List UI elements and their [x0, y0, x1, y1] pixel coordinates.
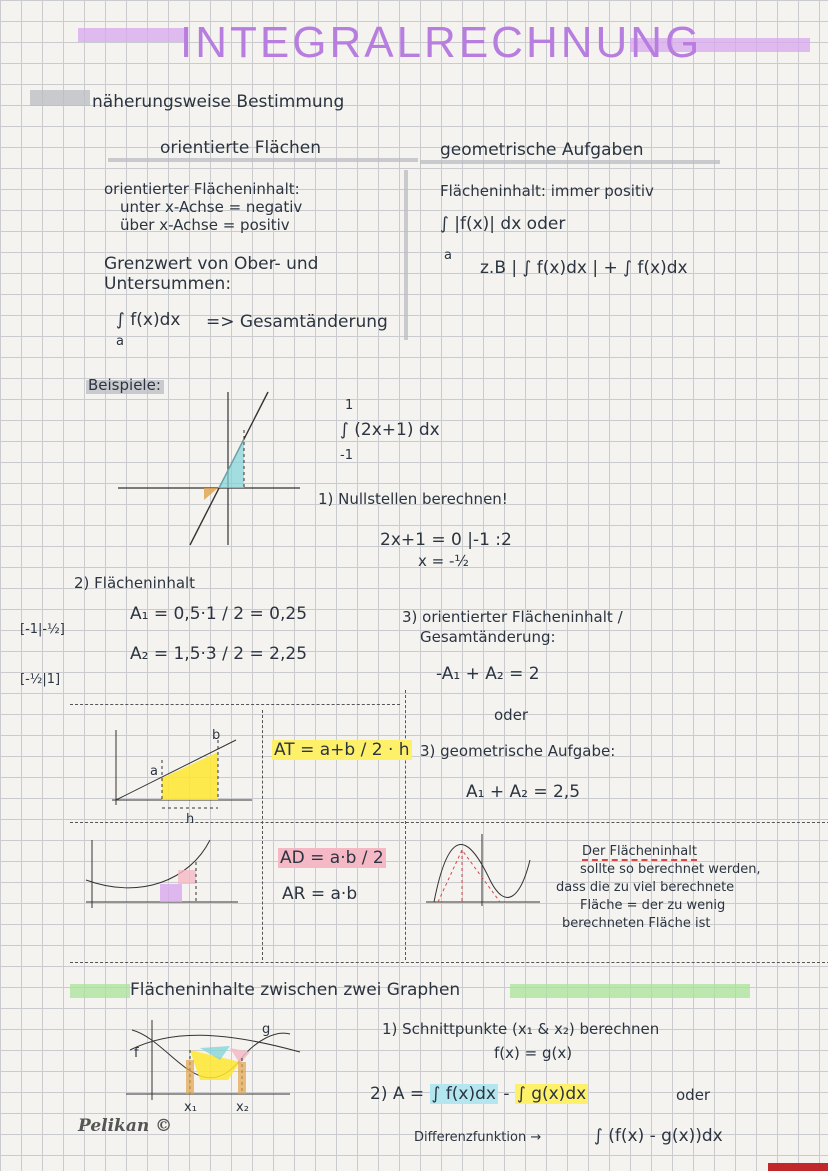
section-approx: näherungsweise Bestimmung — [92, 92, 345, 112]
between-step1: 1) Schnittpunkte (x₁ & x₂) berechnen — [382, 1020, 660, 1038]
interval1: [-1|-½] — [20, 622, 65, 637]
step3: 3) orientierter Flächeninhalt / — [402, 608, 623, 626]
oder1: oder — [494, 706, 529, 724]
between-x2: x₂ — [236, 1100, 249, 1115]
interval2: [-½|1] — [20, 672, 61, 687]
right-line1: Flächeninhalt: immer positiv — [440, 182, 654, 200]
left-line4: Grenzwert von Ober- und — [104, 254, 319, 274]
left-integral-lower: a — [116, 334, 124, 349]
note-line4: Fläche = der zu wenig — [580, 898, 726, 913]
note-line2: sollte so berechnet werden, — [580, 862, 761, 877]
left-integral-result: => Gesamtänderung — [206, 312, 388, 332]
eq3: -A₁ + A₂ = 2 — [436, 664, 540, 684]
right-example: z.B | ∫ f(x)dx | + ∫ f(x)dx — [480, 258, 688, 278]
page-corner — [768, 1163, 828, 1171]
between-step2-label: 2) A = — [370, 1084, 430, 1104]
right-integral-lower: a — [444, 248, 452, 263]
example-integral: ∫ (2x+1) dx — [340, 420, 440, 440]
trapez-b: b — [212, 728, 221, 743]
A1: A₁ = 0,5·1 / 2 = 0,25 — [130, 604, 308, 624]
example-upper: 1 — [345, 398, 354, 413]
between-diff: Differenzfunktion → — [414, 1130, 542, 1145]
between-minus: - — [503, 1084, 515, 1104]
step3b: Gesamtänderung: — [420, 628, 556, 646]
eq2: x = -½ — [418, 552, 469, 570]
left-line2: unter x-Achse = negativ — [120, 198, 303, 216]
between-g-integral: ∫ g(x)dx — [516, 1084, 587, 1104]
step1: 1) Nullstellen berechnen! — [318, 490, 508, 508]
between-step1b: f(x) = g(x) — [494, 1044, 573, 1062]
left-integral: ∫ f(x)dx — [116, 310, 181, 330]
left-heading: orientierte Flächen — [160, 138, 321, 158]
between-x1: x₁ — [184, 1100, 197, 1115]
between-heading: Flächeninhalte zwischen zwei Graphen — [130, 980, 461, 1000]
page-title: INTEGRALRECHNUNG — [180, 18, 703, 67]
right-integral: ∫ |f(x)| dx oder — [440, 214, 566, 234]
note-line1: Der Flächeninhalt — [582, 844, 697, 859]
examples-label: Beispiele: — [88, 376, 161, 394]
right-heading: geometrische Aufgaben — [440, 140, 644, 160]
between-f: f — [134, 1046, 139, 1061]
rect-formula1: AD = a·b / 2 — [280, 848, 384, 868]
brand-logo: Pelikan © — [78, 1116, 173, 1136]
left-line1: orientierter Flächeninhalt: — [104, 180, 300, 198]
eq4: A₁ + A₂ = 2,5 — [466, 782, 581, 802]
step3c: 3) geometrische Aufgabe: — [420, 742, 616, 760]
rect-formula2: AR = a·b — [282, 884, 358, 904]
step2: 2) Flächeninhalt — [74, 574, 196, 592]
trapez-a: a — [150, 764, 158, 779]
between-step2 — [370, 1084, 588, 1104]
left-line5: Untersummen: — [104, 274, 232, 294]
between-f-integral: ∫ f(x)dx — [431, 1084, 496, 1104]
between-oder: oder — [676, 1086, 711, 1104]
trapez-formula: AT = a+b / 2 · h — [274, 740, 410, 760]
note-line5: berechneten Fläche ist — [562, 916, 711, 931]
between-diff-integral: ∫ (f(x) - g(x))dx — [594, 1126, 723, 1146]
left-line3: über x-Achse = positiv — [120, 216, 290, 234]
note-line3: dass die zu viel berechnete — [556, 880, 735, 895]
eq1: 2x+1 = 0 |-1 :2 — [380, 530, 512, 550]
trapez-h: h — [186, 812, 195, 827]
between-g: g — [262, 1022, 271, 1037]
A2: A₂ = 1,5·3 / 2 = 2,25 — [130, 644, 308, 664]
example-lower: -1 — [340, 448, 353, 463]
